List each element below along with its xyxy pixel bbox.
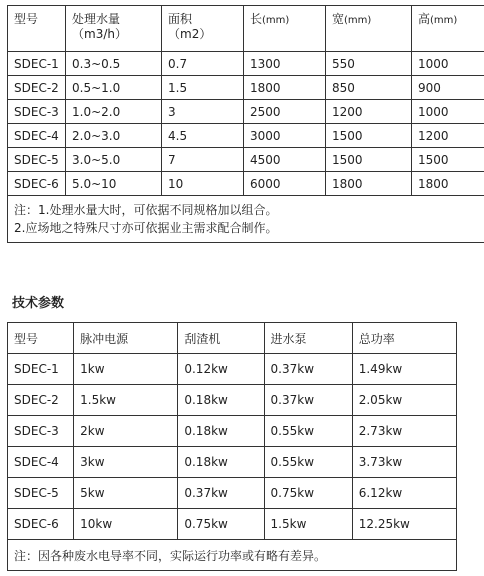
- table-cell: 0.37kw: [264, 385, 352, 416]
- table-cell: 1.5: [162, 76, 244, 100]
- tech-note: 注：因各种废水电导率不同，实际运行功率或有略有差异。: [8, 540, 457, 571]
- table-cell: 1800: [244, 76, 326, 100]
- table-cell: 5kw: [74, 478, 178, 509]
- table-cell: 3000: [244, 124, 326, 148]
- table-cell: 1.5kw: [74, 385, 178, 416]
- tech-table: [7, 322, 457, 571]
- tech-header-model: 型号: [8, 323, 74, 354]
- table-cell: 3.0~5.0: [66, 148, 162, 172]
- table-cell: 1200: [326, 100, 412, 124]
- table-cell: 0.18kw: [178, 385, 264, 416]
- table-cell: SDEC-1: [8, 354, 74, 385]
- table-cell: 1500: [412, 148, 484, 172]
- table-cell: SDEC-4: [8, 124, 66, 148]
- table-row: [8, 447, 457, 478]
- table-cell: 0.75kw: [264, 478, 352, 509]
- table-row: [8, 172, 484, 196]
- table-cell: 1.49kw: [352, 354, 456, 385]
- table-cell: 2.05kw: [352, 385, 456, 416]
- table-cell: 1kw: [74, 354, 178, 385]
- table-row: [8, 100, 484, 124]
- table-row: [8, 478, 457, 509]
- tech-header-pulse-power: 脉冲电源: [74, 323, 178, 354]
- table-cell: 4500: [244, 148, 326, 172]
- spec-note-line-1: 注：1.处理水量大时，可依据不同规格加以组合。: [14, 203, 278, 217]
- table-cell: 1.5kw: [264, 509, 352, 540]
- table-cell: 6000: [244, 172, 326, 196]
- spec-header-flow: 处理水量 （m3/h）: [66, 6, 162, 52]
- table-cell: SDEC-5: [8, 478, 74, 509]
- section-title: 技术参数: [12, 296, 65, 311]
- table-cell: 0.18kw: [178, 447, 264, 478]
- table-cell: 2500: [244, 100, 326, 124]
- table-cell: 1000: [412, 100, 484, 124]
- table-cell: 0.5~1.0: [66, 76, 162, 100]
- tech-header-total-power: 总功率: [352, 323, 456, 354]
- table-cell: 0.12kw: [178, 354, 264, 385]
- table-cell: 7: [162, 148, 244, 172]
- spec-note-row: [8, 196, 484, 243]
- tech-header-inlet-pump: 进水泵: [264, 323, 352, 354]
- table-row: [8, 52, 484, 76]
- spec-header-row: [8, 6, 484, 52]
- table-cell: 0.37kw: [178, 478, 264, 509]
- table-cell: 0.18kw: [178, 416, 264, 447]
- table-cell: 0.55kw: [264, 416, 352, 447]
- table-cell: 3: [162, 100, 244, 124]
- spec-header-width: 宽(mm): [326, 6, 412, 52]
- table-cell: SDEC-5: [8, 148, 66, 172]
- table-cell: 1800: [326, 172, 412, 196]
- tech-header-scraper: 刮渣机: [178, 323, 264, 354]
- tech-header-row: [8, 323, 457, 354]
- table-cell: 5.0~10: [66, 172, 162, 196]
- table-cell: 0.37kw: [264, 354, 352, 385]
- spec-note-line-2: 2.应场地之特殊尺寸亦可依据业主需求配合制作。: [14, 221, 278, 235]
- table-cell: 0.7: [162, 52, 244, 76]
- table-cell: 0.3~0.5: [66, 52, 162, 76]
- table-cell: SDEC-2: [8, 76, 66, 100]
- table-row: [8, 148, 484, 172]
- table-cell: SDEC-4: [8, 447, 74, 478]
- table-cell: 2.0~3.0: [66, 124, 162, 148]
- table-cell: 550: [326, 52, 412, 76]
- table-cell: 4.5: [162, 124, 244, 148]
- table-cell: 2.73kw: [352, 416, 456, 447]
- table-cell: SDEC-1: [8, 52, 66, 76]
- spec-header-height: 高(mm): [412, 6, 484, 52]
- table-cell: 3kw: [74, 447, 178, 478]
- table-row: [8, 76, 484, 100]
- table-cell: 2kw: [74, 416, 178, 447]
- table-cell: 0.55kw: [264, 447, 352, 478]
- table-row: [8, 354, 457, 385]
- table-cell: 10: [162, 172, 244, 196]
- table-row: [8, 416, 457, 447]
- table-cell: 1200: [412, 124, 484, 148]
- table-cell: 1300: [244, 52, 326, 76]
- table-cell: 1.0~2.0: [66, 100, 162, 124]
- table-cell: 10kw: [74, 509, 178, 540]
- table-cell: SDEC-2: [8, 385, 74, 416]
- table-cell: SDEC-3: [8, 100, 66, 124]
- spec-header-length: 长(mm): [244, 6, 326, 52]
- table-cell: 6.12kw: [352, 478, 456, 509]
- spec-header-area: 面积 （m2）: [162, 6, 244, 52]
- spec-note: [8, 196, 484, 243]
- spec-table: [7, 5, 484, 243]
- table-cell: 1500: [326, 148, 412, 172]
- table-cell: 12.25kw: [352, 509, 456, 540]
- table-cell: 1500: [326, 124, 412, 148]
- table-row: [8, 509, 457, 540]
- table-cell: 1800: [412, 172, 484, 196]
- table-row: [8, 124, 484, 148]
- table-cell: 0.75kw: [178, 509, 264, 540]
- tech-note-row: [8, 540, 457, 571]
- table-cell: SDEC-6: [8, 509, 74, 540]
- table-cell: SDEC-6: [8, 172, 66, 196]
- table-cell: 850: [326, 76, 412, 100]
- spec-header-model: 型号: [8, 6, 66, 52]
- table-cell: SDEC-3: [8, 416, 74, 447]
- table-cell: 1000: [412, 52, 484, 76]
- table-cell: 3.73kw: [352, 447, 456, 478]
- table-cell: 900: [412, 76, 484, 100]
- table-row: [8, 385, 457, 416]
